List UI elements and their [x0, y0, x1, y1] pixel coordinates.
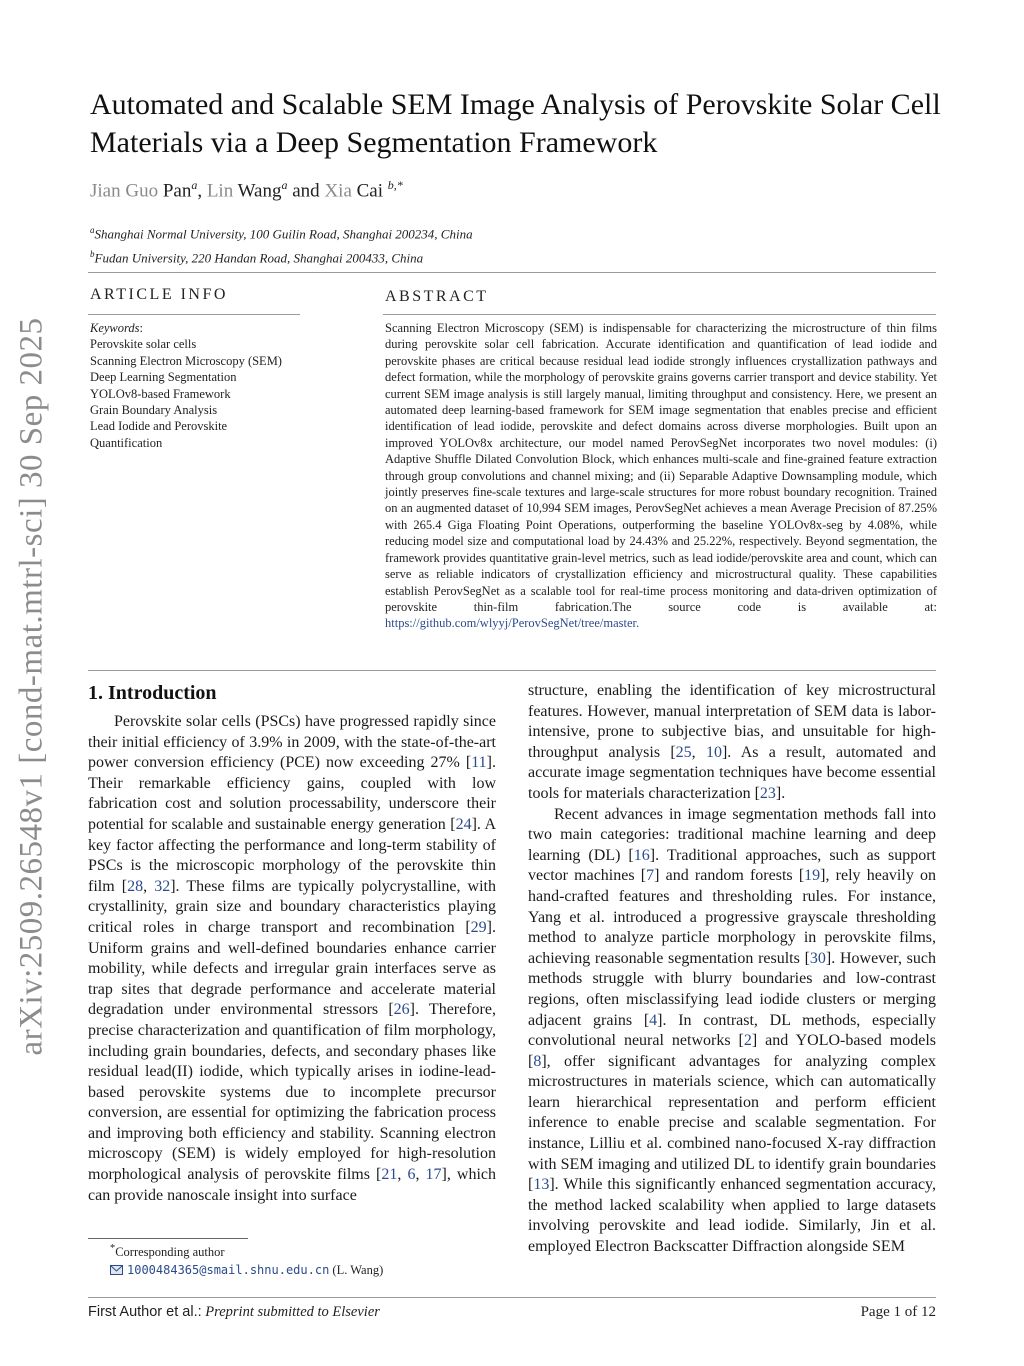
author-list: [90, 178, 403, 202]
body-text: ]. As a result, automated and accurate image segmentation techniques have become essential tools for materials characterization [: [528, 743, 937, 802]
body-text: ]. However, such methods struggle with blurry boundaries and low-contrast regions, often misclassifying lead iodide clusters or merging adjacent grains [: [528, 949, 937, 1029]
body-text: ,: [397, 1166, 408, 1184]
citation-link[interactable]: 21: [381, 1166, 398, 1184]
affiliations: [90, 220, 473, 269]
keyword-item: Lead Iodide and Perovskite Quantification: [90, 419, 228, 450]
citation-link[interactable]: 19: [804, 867, 821, 885]
body-text: ]. Traditional approaches, such as support vector machines [: [528, 846, 937, 885]
abstract-divider: [88, 670, 936, 671]
keyword-item: Deep Learning Segmentation: [90, 370, 237, 385]
keyword-item: Scanning Electron Microscopy (SEM): [90, 353, 282, 368]
footnote-rule: [88, 1238, 248, 1239]
source-code-link[interactable]: https://github.com/wlyyj/PerovSegNet/tree/master.: [385, 616, 640, 631]
author-given-name: Xia: [324, 180, 352, 202]
citation-link[interactable]: 26: [393, 1001, 410, 1019]
citation-link[interactable]: 25: [675, 743, 692, 761]
body-text: ], which can provide nanoscale insight into surface: [88, 1166, 496, 1204]
body-text: ] and random forests [: [654, 867, 805, 885]
footer-author: First Author et al.:: [88, 1304, 202, 1320]
author-affil-marker: a: [191, 178, 198, 192]
abstract-heading: ABSTRACT: [385, 288, 489, 305]
citation-link[interactable]: 28: [127, 877, 144, 895]
author-separator: ,: [197, 180, 207, 202]
abstract-body: [385, 320, 937, 632]
intro-right-column: [528, 681, 936, 1258]
citation-link[interactable]: 2: [743, 1032, 752, 1050]
header-divider: [88, 272, 936, 273]
citation-link[interactable]: 16: [633, 846, 650, 864]
body-text: ]. A key factor affecting the performance and long-term stability of PSCs is the microscopic morphology of the perovskite thin film [: [88, 815, 497, 895]
body-text: ]. Uniform grains and well-defined boundaries enhance carrier mobility, while defects and irregular grain interfaces serve as trap sites that degrade performance and accelerate material degradation under environmental stressors [: [88, 918, 496, 1019]
footer-divider: [88, 1297, 936, 1298]
body-text: ], rely heavily on hand-crafted features and thresholding rules. For instance, Yang et al. introduced a progressive grayscale thresholding method to analyze particle morphology in perovskite films, achieving reasonable segmentation results [: [528, 867, 937, 967]
keyword-item: YOLOv8-based Framework: [90, 386, 231, 401]
arxiv-side-stamp: [4, 306, 60, 1066]
affiliation-item: [90, 220, 473, 244]
citation-link[interactable]: 4: [649, 1011, 658, 1029]
body-text: ]. In contrast, DL methods, especially convolutional neural networks [: [528, 1011, 936, 1050]
running-footer: [88, 1304, 380, 1321]
author-family-name: Pan: [162, 180, 192, 202]
email-link[interactable]: 1000484365@smail.shnu.edu.cn: [127, 1263, 330, 1278]
page-number: Page 1 of 12: [860, 1304, 936, 1320]
affiliation-text: Fudan University, 220 Handan Road, Shanghai 200433, China: [94, 250, 424, 266]
keyword-item: Grain Boundary Analysis: [90, 403, 218, 418]
citation-link[interactable]: 17: [425, 1166, 442, 1184]
affiliation-text: Shanghai Normal University, 100 Guilin Road, Shanghai 200234, China: [94, 226, 473, 242]
body-text: structure, enabling the identification of key microstructural features. However, manual interpretation of SEM data is labor-intensive, prone to subjective bias, and unsuitable for high-throughput analysis [: [528, 682, 936, 761]
author-given-name: Lin: [206, 180, 234, 202]
affiliation-marker: a: [90, 225, 95, 235]
author-given-name: Jian Guo: [90, 180, 159, 202]
citation-link[interactable]: 24: [455, 815, 472, 833]
citation-link[interactable]: 8: [533, 1052, 542, 1070]
affiliation-item: [90, 244, 473, 268]
author-affil-marker: b,*: [387, 178, 403, 192]
body-text: Recent advances in image segmentation methods fall into two main categories: traditional machine learning and deep learning (DL) [: [528, 805, 936, 864]
body-text: ]. These films are typically polycrystalline, with crystallinity, grain size and boundary characteristics playing critical roles in charge transport and recombination [: [88, 877, 496, 936]
author-family-name: Wang: [237, 180, 282, 202]
author-family-name: Cai: [356, 180, 384, 202]
corresponding-footnote: *Corresponding author 1000484365@smail.shnu.edu.cn (L. Wang): [110, 1240, 383, 1280]
citation-link[interactable]: 7: [646, 867, 655, 885]
keywords-block: Keywords: Perovskite solar cells Scanning Electron Microscopy (SEM) Deep Learning Segmentation YOLOv8-based Framework Grain Boundary Analysis Lead Iodide and Perovskite Quantification: [90, 320, 300, 451]
body-text: ].: [775, 784, 786, 802]
footer-journal: Preprint submitted to Elsevier: [205, 1304, 380, 1320]
arxiv-id-text: arXiv:2509.26548v1 [cond-mat.mtrl-sci] 30 Sep 2025: [13, 316, 50, 1056]
email-owner: (L. Wang): [332, 1263, 384, 1278]
citation-link[interactable]: 11: [471, 754, 487, 772]
section-heading-introduction: 1. Introduction: [88, 682, 217, 704]
citation-link[interactable]: 30: [809, 949, 826, 967]
intro-paragraph: [528, 805, 936, 1258]
abstract-text: Scanning Electron Microscopy (SEM) is indispensable for characterizing the microstructure of thin films during perovskite solar cell fabrication. Accurate identification and quantification of lead iodide and perovskite phases are critical because residual lead iodide strongly influences crystallization pathways and defect formation, while the morphology of perovskite grains governs carrier transport and device stability. Yet current SEM image analysis is still largely manual, limiting throughput and consistency. Here, we present an automated deep learning-based framework for SEM image segmentation that enables precise and efficient identification of lead iodide, perovskite and defect domains across diverse morphologies. Built upon an improved YOLOv8x architecture, our model named PerovSegNet incorporates two novel modules: (i) Adaptive Shuffle Dilated Convolution Block, which enhances multi-scale and fine-grained feature extraction through group convolutions and channel mixing; and (ii) Separable Adaptive Downsampling module, which jointly preserves fine-scale textures and large-scale structures for more robust boundary recognition. Trained on an augmented dataset of 10,994 SEM images, PerovSegNet achieves a mean Average Precision of 87.25% with 265.4 Giga Floating Point Operations, outperforming the baseline YOLOv8x-seg by 4.08%, while reducing model size and computational load by 24.43% and 25.22%, respectively. Beyond segmentation, the framework provides quantitative grain-level metrics, such as lead iodide/perovskite area and count, which can serve as reliable indicators of crystallization efficiency and microstructural quality. These capabilities establish PerovSegNet as a scalable tool for real-time process monitoring and data-driven optimization of perovskite thin-film fabrication.The source code is available at:: [385, 321, 937, 614]
paper-title: Automated and Scalable SEM Image Analysis of Perovskite Solar Cell Materials via a Deep Segmentation Framework: [90, 88, 941, 159]
keyword-item: Perovskite solar cells: [90, 337, 197, 352]
article-info-heading: ARTICLE INFO: [90, 286, 228, 303]
intro-left-column: [88, 712, 496, 1206]
corresponding-label: Corresponding author: [115, 1245, 225, 1260]
body-text: ]. Their remarkable efficiency gains, coupled with low fabrication cost and solution processability, underscore their potential for scalable and sustainable energy generation [: [88, 754, 496, 833]
body-text: ,: [143, 877, 155, 895]
body-text: Perovskite solar cells (PSCs) have progressed rapidly since their initial efficiency of 3.9% in 2009, with the state-of-the-art power conversion efficiency (PCE) now exceeding 27% [: [88, 713, 496, 772]
body-text: ,: [415, 1166, 426, 1184]
citation-link[interactable]: 23: [759, 784, 776, 802]
envelope-icon: [110, 1262, 123, 1280]
author-separator: and: [287, 180, 325, 202]
body-text: ]. While this significantly enhanced segmentation accuracy, the method lacked scalability when applied to large datasets involving perovskite and lead iodide. Similarly, Jin et al. employed Electron Backscatter Diffraction alongside SEM: [528, 1176, 936, 1256]
intro-paragraph: [88, 712, 496, 1206]
article-info-rule: [88, 314, 300, 315]
citation-link[interactable]: 29: [470, 918, 487, 936]
citation-link[interactable]: 32: [154, 877, 171, 895]
abstract-rule: [383, 314, 936, 315]
body-text: ]. Therefore, precise characterization and quantification of film morphology, including grain boundaries, defects, and secondary phases like residual lead(II) iodide, which typically arises in iodine-lead-based perovskite systems due to incomplete precursor conversion, are essential for optimizing the fabrication process and improving both efficiency and stability. Scanning electron microscopy (SEM) is widely employed for high-resolution morphological analysis of perovskite films [: [88, 1001, 496, 1184]
affiliation-marker: b: [90, 249, 95, 260]
keywords-label: Keywords: [90, 321, 140, 335]
citation-link[interactable]: 6: [407, 1166, 416, 1184]
author-affil-marker: a: [281, 178, 288, 192]
body-text: ,: [691, 743, 706, 761]
citation-link[interactable]: 10: [705, 743, 722, 761]
body-text: ], offer significant advantages for analyzing complex microstructures in materials science, which can automatically learn hierarchical representation and perform efficient inference to enable precise and scalable segmentation. For instance, Lilliu et al. combined nano-focused X-ray diffraction with SEM imaging and utilized DL to identify grain boundaries [: [528, 1052, 936, 1194]
intro-paragraph: [528, 681, 936, 805]
body-text: ] and YOLO-based models [: [528, 1032, 936, 1070]
citation-link[interactable]: 13: [533, 1176, 550, 1194]
